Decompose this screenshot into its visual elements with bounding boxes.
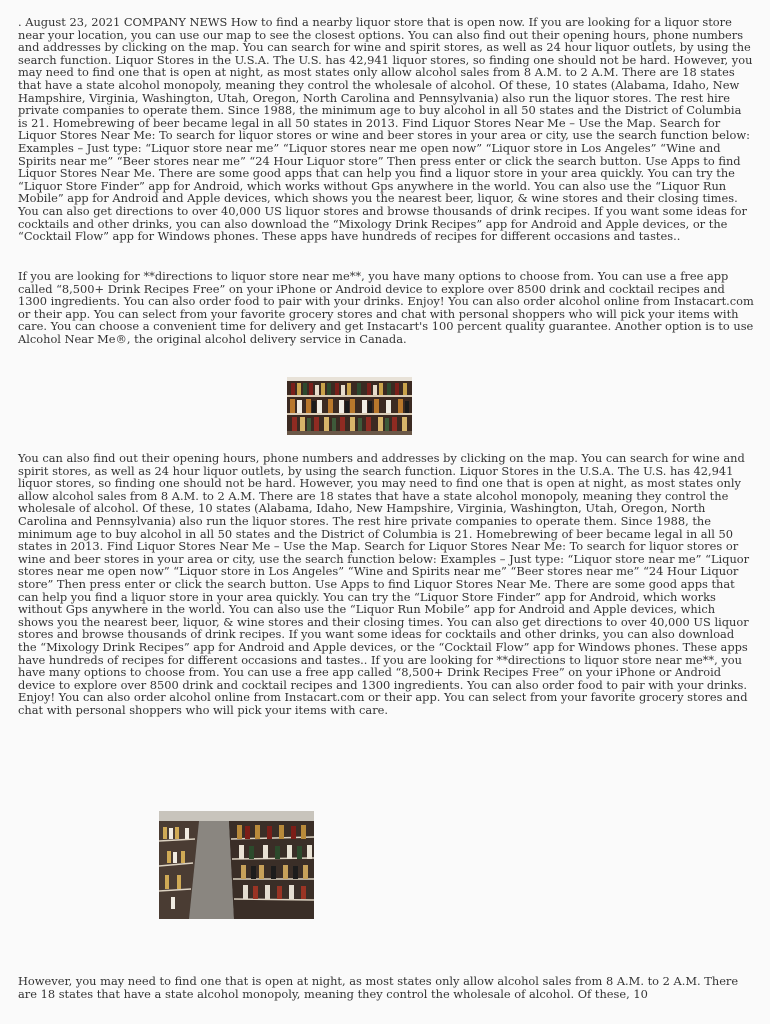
article-paragraph-1: . August 23, 2021 COMPANY NEWS How to find a nearby liquor store that is open now. If you are looking for a liquor store near your location, you can use our map to see the closest options. You can also find out their opening hours, phone numbers and addresses by clicking on the map. You can search for wine and spirit stores, as well as 24 hour liquor outlets, by using the search function. Liquor Stores in the U.S.A. The U.S. has 42,941 liquor stores, so finding one should not be hard. However, you may need to find one that is open at night, as most states only allow alcohol sales from 8 A.M. to 2 A.M. There are 18 states that have a state alcohol monopoly, meaning they control the wholesale of alcohol. Of these, 10 states (Alabama, Idaho, New Hampshire, Virginia, Washington, Utah, Oregon, North Carolina and Pennsylvania) also run the liquor stores. The rest hire private companies to operate them. Since 1988, the minimum age to buy alcohol in all 50 states and the District of Columbia is 21. Homebrewing of beer became legal in all 50 states in 2013. Find Liquor Stores Near Me – Use the Map. Search for Liquor Stores Near Me: To search for liquor stores or wine and beer stores in your area or city, use the search function below: Examples – Just type: “Liquor store near me” “Liquor stores near me open now” “Liquor store in Los Angeles” “Wine and Spirits near me” “Beer stores near me” “24 Hour Liquor store” Then press enter or click the search button. Use Apps to find Liquor Stores Near Me. There are some good apps that can help you find a liquor store in your area quickly. You can try the “Liquor Store Finder” app for Android, which works without Gps anywhere in the world. You can also use the “Liquor Run Mobile” app for Android and Apple devices, which shows you the nearest beer, liquor, & wine stores and their closing times. You can also get directions to over 40,000 US liquor stores and browse thousands of drink recipes. If you want some ideas for cocktails and other drinks, you can also download the “Mixology Drink Recipes” app for Android and Apple devices, or the “Cocktail Flow” app for Windows phones. These apps have hundreds of recipes for different occasions and tastes.. <box>18 15 753 244</box>
liquor-store-shelves-photo <box>287 377 412 435</box>
liquor-store-aisle-photo <box>159 811 314 919</box>
article-paragraph-2: If you are looking for **directions to liquor store near me**, you have many options to choose from. You can use a free app called “8,500+ Drink Recipes Free” on your iPhone or Android device to explore over 8500 drink and cocktail recipes and 1300 ingredients. You can also order food to pair with your drinks. Enjoy! You can also order alcohol online from Instacart.com or their app. You can select from your favorite grocery stores and chat with personal shoppers who will pick your items with care. You can choose a convenient time for delivery and get Instacart's 100 percent quality guarantee. Another option is to use Alcohol Near Me®, the original alcohol delivery service in Canada. <box>18 269 754 346</box>
article-paragraph-4: However, you may need to find one that is open at night, as most states only allow alcohol sales from 8 A.M. to 2 A.M. There are 18 states that have a state alcohol monopoly, meaning they control the wholesale of alcohol. Of these, 10 <box>18 974 739 1001</box>
article-paragraph-3: You can also find out their opening hours, phone numbers and addresses by clicking on the map. You can search for wine and spirit stores, as well as 24 hour liquor outlets, by using the search function. Liquor Stores in the U.S.A. The U.S. has 42,941 liquor stores, so finding one should not be hard. However, you may need to find one that is open at night, as most states only allow alcohol sales from 8 A.M. to 2 A.M. There are 18 states that have a state alcohol monopoly, meaning they control the wholesale of alcohol. Of these, 10 states (Alabama, Idaho, New Hampshire, Virginia, Washington, Utah, Oregon, North Carolina and Pennsylvania) also run the liquor stores. The rest hire private companies to operate them. Since 1988, the minimum age to buy alcohol in all 50 states and the District of Columbia is 21. Homebrewing of beer became legal in all 50 states in 2013. Find Liquor Stores Near Me – Use the Map. Search for Liquor Stores Near Me: To search for liquor stores or wine and beer stores in your area or city, use the search function below: Examples – Just type: “Liquor store near me” “Liquor stores near me open now” “Liquor store in Los Angeles” “Wine and Spirits near me” “Beer stores near me” “24 Hour Liquor store” Then press enter or click the search button. Use Apps to find Liquor Stores Near Me. There are some good apps that can help you find a liquor store in your area quickly. You can try the “Liquor Store Finder” app for Android, which works without Gps anywhere in the world. You can also use the “Liquor Run Mobile” app for Android and Apple devices, which shows you the nearest beer, liquor, & wine stores and their closing times. You can also get directions to over 40,000 US liquor stores and browse thousands of drink recipes. If you want some ideas for cocktails and other drinks, you can also download the “Mixology Drink Recipes” app for Android and Apple devices, or the “Cocktail Flow” app for Windows phones. These apps have hundreds of recipes for different occasions and tastes.. If you are looking for **directions to liquor store near me**, you have many options to choose from. You can use a free app called “8,500+ Drink Recipes Free” on your iPhone or Android device to explore over 8500 drink and cocktail recipes and 1300 ingredients. You can also order food to pair with your drinks. Enjoy! You can also order alcohol online from Instacart.com or their app. You can select from your favorite grocery stores and chat with personal shoppers who will pick your items with care. <box>18 451 750 717</box>
